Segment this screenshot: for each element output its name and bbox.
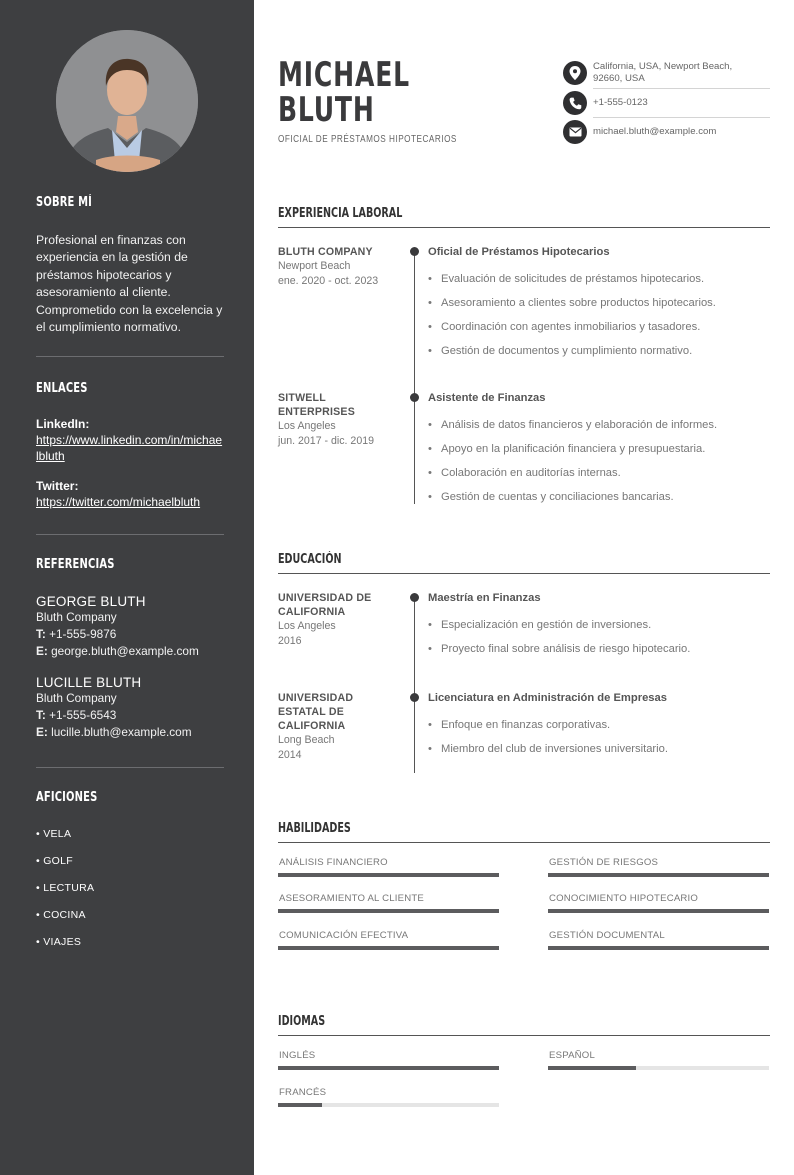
experience-detail xyxy=(428,391,770,509)
hobby-item: • LECTURA xyxy=(36,882,95,894)
skill-fill xyxy=(548,873,769,877)
skill-fill xyxy=(278,946,499,950)
job-title: OFICIAL DE PRÉSTAMOS HIPOTECARIOS xyxy=(278,134,457,145)
skill-fill xyxy=(548,909,769,913)
language-label: FRANCÉS xyxy=(279,1087,327,1098)
job-dates: ene. 2020 - oct. 2023 xyxy=(278,274,379,287)
degree-bullet: • Especialización en gestión de inversiones. xyxy=(428,613,770,637)
first-name: MICHAEL xyxy=(278,55,410,95)
skill-label: ANÁLISIS FINANCIERO xyxy=(279,857,388,868)
section-divider xyxy=(278,573,770,574)
reference-name: GEORGE BLUTH xyxy=(36,594,146,609)
reference-company: Bluth Company xyxy=(36,691,117,705)
skill-fill xyxy=(278,909,499,913)
skill-fill xyxy=(548,946,769,950)
experience-detail xyxy=(428,245,770,363)
timeline-dot xyxy=(410,593,419,602)
skill-label: GESTIÓN DOCUMENTAL xyxy=(549,930,665,941)
skill-item xyxy=(548,893,769,913)
hobby-item: • VELA xyxy=(36,828,72,840)
school-name: UNIVERSIDAD DE CALIFORNIA xyxy=(278,592,372,618)
skill-label: ASESORAMIENTO AL CLIENTE xyxy=(279,893,425,904)
contact-divider xyxy=(593,117,770,118)
about-text: Profesional en finanzas con experiencia en la gestión de préstamos hipotecarios y asesoramiento al cliente. Comprometido con la excelencia y el cumplimiento normativo. xyxy=(36,233,223,335)
reference-item xyxy=(36,675,224,741)
twitter-label: Twitter: xyxy=(36,479,79,493)
language-bar xyxy=(278,1066,499,1070)
skill-bar xyxy=(548,873,769,877)
hobby-item: • VIAJES xyxy=(36,936,82,948)
language-fill xyxy=(548,1066,636,1070)
reference-item xyxy=(36,594,224,660)
hobby-item: • GOLF xyxy=(36,855,73,867)
skills-title: HABILIDADES xyxy=(278,821,351,836)
twitter-link[interactable]: https://twitter.com/michaelbluth xyxy=(36,495,201,509)
hobbies-title: AFICIONES xyxy=(36,790,98,805)
language-item xyxy=(278,1087,499,1107)
experience-meta xyxy=(278,245,396,288)
job-bullet: • Asesoramiento a clientes sobre productos hipotecarios. xyxy=(428,291,770,315)
education-title: EDUCACIÓN xyxy=(278,552,342,567)
skill-bar xyxy=(278,873,499,877)
language-label: INGLÉS xyxy=(279,1050,316,1061)
address-text: California, USA, Newport Beach, 92660, USA xyxy=(593,61,733,84)
linkedin-label: LinkedIn: xyxy=(36,417,90,431)
location-pin-icon xyxy=(563,61,587,85)
job-bullet: • Coordinación con agentes inmobiliarios y tasadores. xyxy=(428,315,770,339)
education-timeline xyxy=(414,597,415,773)
job-role: Asistente de Finanzas xyxy=(428,392,546,404)
skill-item xyxy=(278,930,499,950)
skill-bar xyxy=(278,909,499,913)
contact-divider xyxy=(593,88,770,89)
skill-bar xyxy=(548,909,769,913)
section-divider xyxy=(278,842,770,843)
reference-name: LUCILLE BLUTH xyxy=(36,675,142,690)
phone-text: +1-555-0123 xyxy=(593,97,648,108)
experience-meta xyxy=(278,391,396,448)
school-dates: 2014 xyxy=(278,748,302,761)
links-title: ENLACES xyxy=(36,381,88,396)
reference-company: Bluth Company xyxy=(36,610,117,624)
degree-bullet: • Enfoque en finanzas corporativas. xyxy=(428,713,770,737)
experience-timeline xyxy=(414,251,415,504)
sidebar xyxy=(0,0,254,1175)
phone-icon xyxy=(563,91,587,115)
job-bullet: • Análisis de datos financieros y elaboración de informes. xyxy=(428,413,770,437)
skill-item xyxy=(278,857,499,877)
job-role: Oficial de Préstamos Hipotecarios xyxy=(428,246,610,258)
references-title: REFERENCIAS xyxy=(36,557,115,572)
job-location: Newport Beach xyxy=(278,260,351,272)
reference-phone: T: +1-555-6543 xyxy=(36,708,117,722)
sidebar-divider xyxy=(36,356,224,357)
job-bullet: • Apoyo en la planificación financiera y presupuestaria. xyxy=(428,437,770,461)
degree: Maestría en Finanzas xyxy=(428,592,541,604)
skill-item xyxy=(548,857,769,877)
skill-bar xyxy=(548,946,769,950)
education-meta xyxy=(278,591,388,648)
education-detail xyxy=(428,591,770,661)
company-name: SITWELL ENTERPRISES xyxy=(278,392,355,418)
language-bar xyxy=(548,1066,769,1070)
timeline-dot xyxy=(410,393,419,402)
linkedin-link[interactable]: https://www.linkedin.com/in/michaelbluth xyxy=(36,433,223,463)
skill-item xyxy=(548,930,769,950)
degree-bullet: • Proyecto final sobre análisis de riesgo hipotecario. xyxy=(428,637,770,661)
hobby-item: • COCINA xyxy=(36,909,86,921)
language-bar xyxy=(278,1103,499,1107)
section-divider xyxy=(278,1035,770,1036)
reference-phone: T: +1-555-9876 xyxy=(36,627,117,641)
email-text: michael.bluth@example.com xyxy=(593,126,717,137)
languages-title: IDIOMAS xyxy=(278,1014,326,1029)
education-detail xyxy=(428,691,770,761)
job-bullet: • Gestión de cuentas y conciliaciones bancarias. xyxy=(428,485,770,509)
contact-address xyxy=(563,61,770,85)
language-fill xyxy=(278,1103,322,1107)
sidebar-divider xyxy=(36,767,224,768)
job-bullet: • Colaboración en auditorías internas. xyxy=(428,461,770,485)
skill-bar xyxy=(278,946,499,950)
language-item xyxy=(278,1050,499,1070)
school-location: Long Beach xyxy=(278,734,335,746)
reference-email: E: lucille.bluth@example.com xyxy=(36,725,192,739)
school-dates: 2016 xyxy=(278,634,302,647)
reference-email: E: george.bluth@example.com xyxy=(36,644,199,658)
skill-fill xyxy=(278,873,499,877)
timeline-dot xyxy=(410,693,419,702)
envelope-icon xyxy=(563,120,587,144)
candidate-name xyxy=(278,55,410,130)
language-label: ESPAÑOL xyxy=(549,1050,596,1061)
experience-title: EXPERIENCIA LABORAL xyxy=(278,206,403,221)
job-bullet: • Evaluación de solicitudes de préstamos hipotecarios. xyxy=(428,267,770,291)
language-fill xyxy=(278,1066,499,1070)
job-location: Los Angeles xyxy=(278,420,336,432)
skill-label: CONOCIMIENTO HIPOTECARIO xyxy=(549,893,699,904)
profile-photo xyxy=(56,30,198,172)
contact-phone xyxy=(563,91,770,115)
school-name: UNIVERSIDAD ESTATAL DE CALIFORNIA xyxy=(278,692,354,732)
timeline-dot xyxy=(410,247,419,256)
language-item xyxy=(548,1050,769,1070)
education-meta xyxy=(278,691,368,762)
last-name: BLUTH xyxy=(278,90,375,130)
degree-bullet: • Miembro del club de inversiones universitario. xyxy=(428,737,770,761)
school-location: Los Angeles xyxy=(278,620,336,632)
about-title: SOBRE MÍ xyxy=(36,195,93,210)
company-name: BLUTH COMPANY xyxy=(278,246,373,258)
skill-item xyxy=(278,893,499,913)
job-bullet: • Gestión de documentos y cumplimiento normativo. xyxy=(428,339,770,363)
skill-label: GESTIÓN DE RIESGOS xyxy=(549,857,659,868)
sidebar-divider xyxy=(36,534,224,535)
skill-label: COMUNICACIÓN EFECTIVA xyxy=(279,930,409,941)
degree: Licenciatura en Administración de Empresas xyxy=(428,692,667,704)
section-divider xyxy=(278,227,770,228)
job-dates: jun. 2017 - dic. 2019 xyxy=(278,434,375,447)
contact-email xyxy=(563,120,770,144)
